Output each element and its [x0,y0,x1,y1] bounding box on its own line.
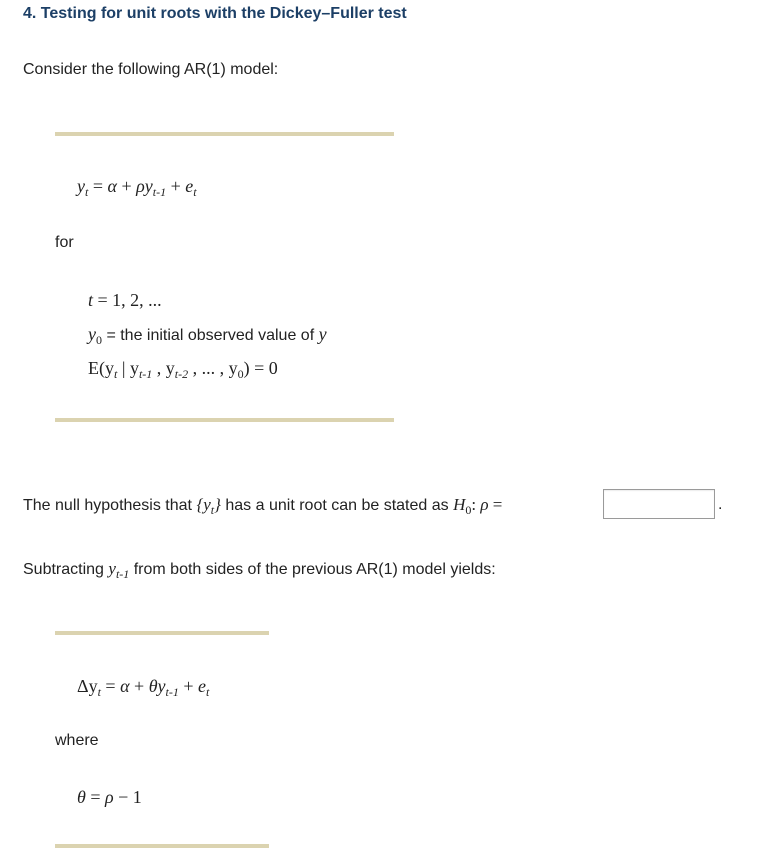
top-rule-1 [55,132,394,136]
question-heading: 4. Testing for unit roots with the Dickey–Fuller test [23,5,407,22]
y0-condition: $y_0$ = the initial observed value of y [88,324,327,347]
answer-period: . [718,496,723,513]
theta-definition: θ = ρ − 1 [77,787,142,807]
rho-answer-input[interactable] [603,489,715,519]
intro-text: Consider the following AR(1) model: [23,61,279,78]
for-label: for [55,234,74,251]
ar1-equation: $y_t = \alpha + \rho y_{t-1} + e_t$ [77,176,197,199]
null-hypothesis-text: The null hypothesis that $\{y_t\}$ has a unit root can be stated as $H_0$: ρ = [23,495,503,517]
bottom-rule-1 [55,418,394,422]
where-label: where [55,732,99,749]
bottom-rule-2 [55,844,269,848]
top-rule-2 [55,631,269,635]
subtracting-text: Subtracting $y_{t-1}$ from both sides of the previous AR(1) model yields: [23,559,496,581]
differenced-equation: $\Delta y_t = \alpha + \theta y_{t-1} + e_t$ [77,676,210,699]
t-condition: t = 1, 2, ... [88,290,162,310]
expectation-condition: $E(y_t$ | $y_{t-1}$ , $y_{t-2}$ , ... , $y_0) = 0$ [88,358,278,381]
